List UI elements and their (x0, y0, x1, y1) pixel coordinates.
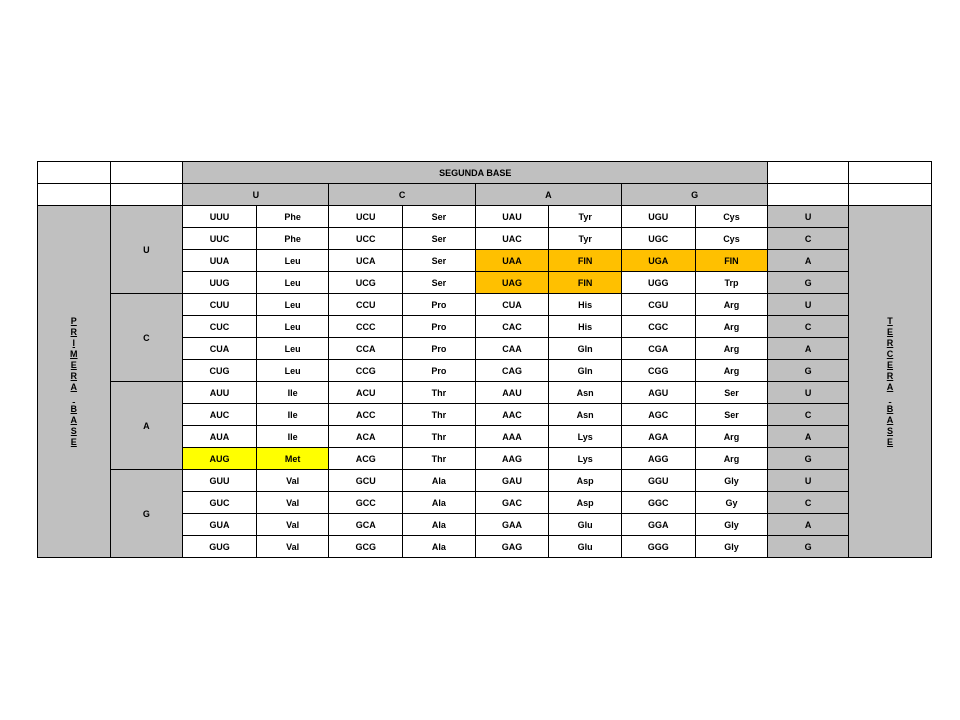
third-base-letter: B (886, 403, 894, 414)
amino-acid-cell: Leu (256, 338, 329, 360)
amino-acid-cell: Ala (403, 514, 476, 536)
codon-cell: GUU (183, 470, 257, 492)
amino-acid-cell: Asp (549, 492, 622, 514)
first-base-letter: E (70, 359, 77, 370)
codon-cell: GGU (621, 470, 695, 492)
third-base-letter: R (886, 370, 894, 381)
codon-cell: UGU (621, 206, 695, 228)
amino-acid-cell: Asn (549, 382, 622, 404)
third-base-cell: G (768, 448, 849, 470)
header-row-title (38, 162, 932, 184)
codon-cell: GAA (475, 514, 549, 536)
amino-acid-cell: Arg (695, 426, 768, 448)
amino-acid-cell: Ser (695, 382, 768, 404)
amino-acid-cell: Leu (256, 294, 329, 316)
amino-acid-cell: Leu (256, 250, 329, 272)
third-base-label (849, 206, 932, 558)
codon-cell: CCC (329, 316, 403, 338)
amino-acid-cell: Leu (256, 316, 329, 338)
codon-cell: GAC (475, 492, 549, 514)
third-base-letter: C (886, 348, 894, 359)
first-base-letter: A (70, 414, 78, 425)
header-row-bases (38, 184, 932, 206)
amino-acid-cell: Gln (549, 338, 622, 360)
amino-acid-cell: Glu (549, 536, 622, 558)
codon-cell: CUA (183, 338, 257, 360)
amino-acid-cell: Ser (403, 206, 476, 228)
third-base-letter: E (887, 326, 894, 337)
codon-cell: UGC (621, 228, 695, 250)
codon-cell: UUG (183, 272, 257, 294)
third-base-cell: A (768, 338, 849, 360)
first-base-letter: R (70, 370, 78, 381)
third-base-letter: A (886, 414, 894, 425)
amino-acid-cell: Lys (549, 426, 622, 448)
amino-acid-cell: Met (256, 448, 329, 470)
codon-cell: ACG (329, 448, 403, 470)
second-base-a: A (475, 184, 621, 206)
codon-cell: GAG (475, 536, 549, 558)
codon-cell: CGA (621, 338, 695, 360)
codon-cell: GGG (621, 536, 695, 558)
amino-acid-cell: Gy (695, 492, 768, 514)
amino-acid-cell: Thr (403, 448, 476, 470)
codon-cell: ACA (329, 426, 403, 448)
first-base-letter (38, 393, 110, 404)
first-base-u: U (110, 206, 183, 294)
codon-cell: GAU (475, 470, 549, 492)
third-base-cell: G (768, 536, 849, 558)
third-base-letter: A (886, 381, 894, 392)
third-base-cell: U (768, 294, 849, 316)
third-base-cell: C (768, 492, 849, 514)
third-base-cell: C (768, 404, 849, 426)
codon-cell: GCA (329, 514, 403, 536)
codon-cell: CGG (621, 360, 695, 382)
codon-cell: AGG (621, 448, 695, 470)
first-base-c: C (110, 294, 183, 382)
third-base-letter: S (887, 425, 894, 436)
codon-cell: GCU (329, 470, 403, 492)
third-base-letter: E (887, 359, 894, 370)
amino-acid-cell: Arg (695, 316, 768, 338)
amino-acid-cell: Ala (403, 492, 476, 514)
first-base-g: G (110, 470, 183, 558)
third-base-cell: A (768, 250, 849, 272)
codon-cell: AAA (475, 426, 549, 448)
genetic-code-table (37, 161, 932, 558)
second-base-u: U (183, 184, 329, 206)
codon-cell: UCC (329, 228, 403, 250)
third-base-cell: C (768, 228, 849, 250)
first-base-a: A (110, 382, 183, 470)
corner-cell (110, 162, 183, 184)
amino-acid-cell: Ser (403, 228, 476, 250)
codon-row (38, 206, 932, 228)
codon-cell: CUC (183, 316, 257, 338)
codon-cell: CUG (183, 360, 257, 382)
third-base-cell: U (768, 206, 849, 228)
second-base-title: SEGUNDA BASE (183, 162, 768, 184)
amino-acid-cell: Glu (549, 514, 622, 536)
codon-row (38, 470, 932, 492)
amino-acid-cell: Cys (695, 206, 768, 228)
amino-acid-cell: Gln (549, 360, 622, 382)
amino-acid-cell: Pro (403, 338, 476, 360)
second-base-c: C (329, 184, 475, 206)
amino-acid-cell: Val (256, 470, 329, 492)
amino-acid-cell: Gly (695, 536, 768, 558)
codon-cell: UUU (183, 206, 257, 228)
codon-cell: GUG (183, 536, 257, 558)
amino-acid-cell: Thr (403, 382, 476, 404)
codon-cell: UAA (475, 250, 549, 272)
amino-acid-cell: Tyr (549, 206, 622, 228)
codon-cell: GCC (329, 492, 403, 514)
amino-acid-cell: FIN (549, 250, 622, 272)
codon-cell: AUG (183, 448, 257, 470)
amino-acid-cell: Phe (256, 228, 329, 250)
third-base-letter: E (887, 436, 894, 447)
codon-cell: CAC (475, 316, 549, 338)
amino-acid-cell: Lys (549, 448, 622, 470)
amino-acid-cell: Val (256, 492, 329, 514)
amino-acid-cell: His (549, 316, 622, 338)
first-base-letter: E (70, 436, 77, 447)
amino-acid-cell: Phe (256, 206, 329, 228)
first-base-letter: M (70, 348, 78, 359)
codon-cell: CGC (621, 316, 695, 338)
amino-acid-cell: Ala (403, 536, 476, 558)
codon-cell: UGG (621, 272, 695, 294)
amino-acid-cell: Val (256, 514, 329, 536)
amino-acid-cell: Ile (256, 426, 329, 448)
codon-cell: CUU (183, 294, 257, 316)
third-base-letter (849, 393, 931, 404)
codon-cell: GGC (621, 492, 695, 514)
amino-acid-cell: Val (256, 536, 329, 558)
codon-row (38, 382, 932, 404)
codon-cell: UAG (475, 272, 549, 294)
codon-cell: AGC (621, 404, 695, 426)
codon-cell: AGU (621, 382, 695, 404)
codon-cell: GUC (183, 492, 257, 514)
amino-acid-cell: His (549, 294, 622, 316)
codon-cell: CCU (329, 294, 403, 316)
amino-acid-cell: Arg (695, 338, 768, 360)
codon-cell: CCA (329, 338, 403, 360)
codon-cell: UAU (475, 206, 549, 228)
first-base-letter: P (70, 315, 77, 326)
codon-cell: AGA (621, 426, 695, 448)
third-base-cell: G (768, 360, 849, 382)
first-base-letter: S (70, 425, 77, 436)
codon-cell: UGA (621, 250, 695, 272)
amino-acid-cell: Arg (695, 294, 768, 316)
amino-acid-cell: Pro (403, 360, 476, 382)
amino-acid-cell: Trp (695, 272, 768, 294)
codon-cell: CUA (475, 294, 549, 316)
codon-cell: UCG (329, 272, 403, 294)
corner-cell (110, 184, 183, 206)
second-base-g: G (621, 184, 767, 206)
amino-acid-cell: Leu (256, 360, 329, 382)
codon-cell: AUC (183, 404, 257, 426)
amino-acid-cell: Pro (403, 316, 476, 338)
amino-acid-cell: Cys (695, 228, 768, 250)
amino-acid-cell: Asn (549, 404, 622, 426)
codon-cell: ACC (329, 404, 403, 426)
amino-acid-cell: Ser (403, 272, 476, 294)
codon-cell: ACU (329, 382, 403, 404)
first-base-letter: I (72, 337, 76, 348)
corner-cell (38, 184, 111, 206)
codon-cell: GGA (621, 514, 695, 536)
amino-acid-cell: Ile (256, 404, 329, 426)
amino-acid-cell: FIN (695, 250, 768, 272)
corner-cell (768, 162, 849, 184)
codon-cell: GCG (329, 536, 403, 558)
codon-cell: AAC (475, 404, 549, 426)
first-base-letter: A (70, 381, 78, 392)
first-base-label (38, 206, 111, 558)
codon-cell: AUU (183, 382, 257, 404)
amino-acid-cell: Tyr (549, 228, 622, 250)
amino-acid-cell: Arg (695, 360, 768, 382)
amino-acid-cell: Thr (403, 404, 476, 426)
codon-cell: UUA (183, 250, 257, 272)
codon-cell: CGU (621, 294, 695, 316)
codon-cell: CAG (475, 360, 549, 382)
codon-cell: AAU (475, 382, 549, 404)
third-base-cell: U (768, 470, 849, 492)
corner-cell (38, 162, 111, 184)
amino-acid-cell: Ser (695, 404, 768, 426)
codon-cell: UAC (475, 228, 549, 250)
amino-acid-cell: Ala (403, 470, 476, 492)
corner-cell (849, 184, 932, 206)
third-base-cell: U (768, 382, 849, 404)
corner-cell (768, 184, 849, 206)
codon-cell: UCA (329, 250, 403, 272)
amino-acid-cell: Leu (256, 272, 329, 294)
amino-acid-cell: Gly (695, 514, 768, 536)
codon-row (38, 294, 932, 316)
amino-acid-cell: FIN (549, 272, 622, 294)
codon-cell: GUA (183, 514, 257, 536)
codon-cell: AAG (475, 448, 549, 470)
amino-acid-cell: Gly (695, 470, 768, 492)
codon-cell: CCG (329, 360, 403, 382)
first-base-letter: R (70, 326, 78, 337)
third-base-cell: A (768, 426, 849, 448)
amino-acid-cell: Arg (695, 448, 768, 470)
amino-acid-cell: Ile (256, 382, 329, 404)
third-base-letter: R (886, 337, 894, 348)
codon-cell: CAA (475, 338, 549, 360)
third-base-cell: A (768, 514, 849, 536)
amino-acid-cell: Thr (403, 426, 476, 448)
amino-acid-cell: Ser (403, 250, 476, 272)
third-base-cell: G (768, 272, 849, 294)
codon-cell: AUA (183, 426, 257, 448)
corner-cell (849, 162, 932, 184)
amino-acid-cell: Pro (403, 294, 476, 316)
codon-cell: UUC (183, 228, 257, 250)
third-base-letter: T (887, 315, 893, 326)
amino-acid-cell: Asp (549, 470, 622, 492)
codon-cell: UCU (329, 206, 403, 228)
third-base-cell: C (768, 316, 849, 338)
first-base-letter: B (70, 403, 78, 414)
